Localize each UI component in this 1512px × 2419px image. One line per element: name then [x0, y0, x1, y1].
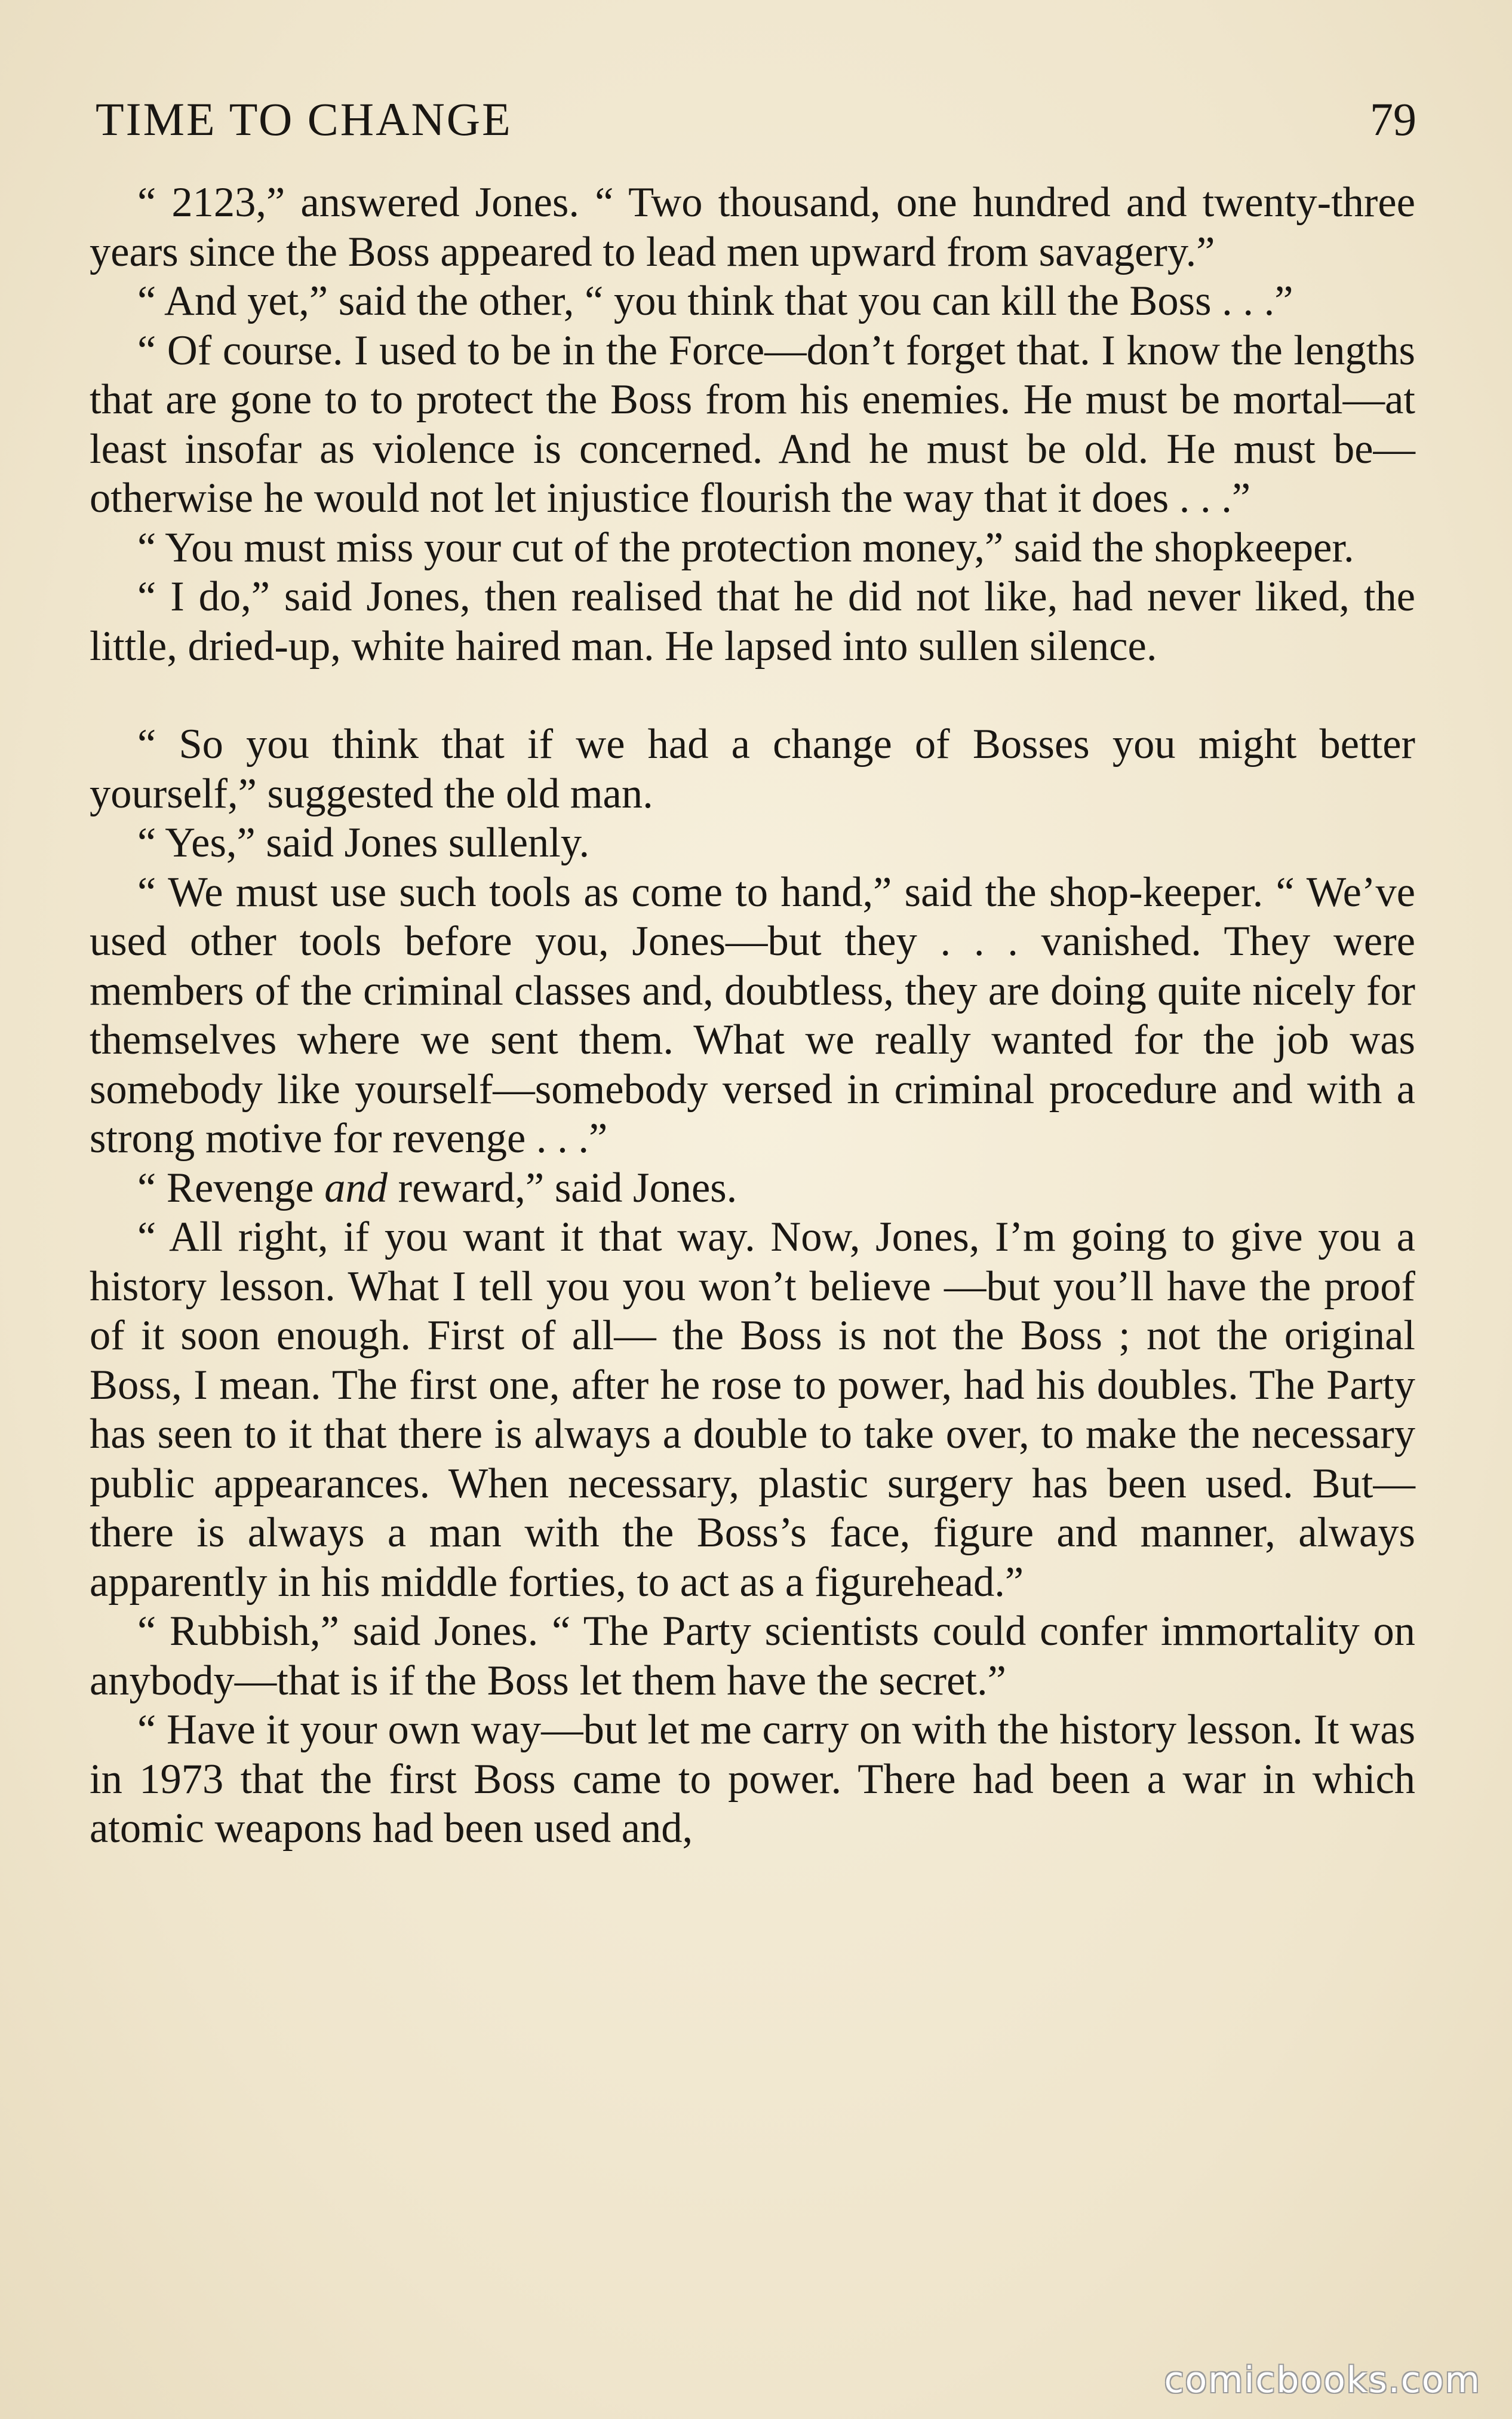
paragraph: “ Of course. I used to be in the Force—don’t forget that. I know the lengths that are gone to to protect the Boss from his enemies. He must be mortal—at least insofar as violence is concerned. And he must be old. He must be—otherwise he would not let injustice flourish the way that it does . . .”	[90, 327, 1415, 521]
paragraph: “ We must use such tools as come to hand,” said the shop-keeper. “ We’ve used other tools before you, Jones—but they . . . vanished. They were members of the criminal classes and, doubtless, they are doing quite nicely for themselves where we sent them. What we really wanted for the job was somebody like yourself—somebody versed in criminal procedure and with a strong motive for revenge . . .”	[90, 868, 1415, 1162]
paragraph: “ Have it your own way—but let me carry on with the history lesson. It was in 1973 that the first Boss came to power. There had been a war in which atomic weapons had been used and,	[90, 1706, 1415, 1852]
body-text	[90, 178, 1415, 1853]
paragraph-revenge	[90, 1164, 1415, 1213]
paragraph: “ All right, if you want it that way. Now, Jones, I’m going to give you a history lesson. What I tell you you won’t believe —but you’ll have the proof of it soon enough. First of all— the Boss is not the Boss ; not the original Boss, I mean. The first one, after he rose to power, had his doubles. The Party has seen to it that there is always a double to take over, to make the necessary public appearances. When necessary, plastic surgery has been used. But—there is always a man with the Boss’s face, figure and manner, always apparently in his middle forties, to act as a figurehead.”	[90, 1214, 1415, 1605]
page-number: 79	[1370, 93, 1416, 145]
paragraph: “ You must miss your cut of the protection money,” said the shopkeeper.	[137, 524, 1354, 571]
page-header	[96, 90, 1416, 149]
revenge-text-emphasis: and	[324, 1164, 388, 1211]
revenge-text-after: reward,” said Jones.	[387, 1164, 737, 1211]
paragraph: “ So you think that if we had a change of Bosses you might better yourself,” suggested the old man.	[90, 721, 1415, 817]
paragraph: “ 2123,” answered Jones. “ Two thousand, one hundred and twenty-three years since the Boss appeared to lead men upward from savagery.”	[90, 179, 1415, 275]
revenge-text-before: “ Revenge	[137, 1164, 325, 1211]
paragraph: “ And yet,” said the other, “ you think that you can kill the Boss . . .”	[137, 278, 1293, 324]
watermark: comicbooks.com	[1164, 2359, 1481, 2401]
paragraph: “ I do,” said Jones, then realised that he did not like, had never liked, the little, dried-up, white haired man. He lapsed into sullen silence.	[90, 573, 1415, 670]
running-title: TIME TO CHANGE	[96, 93, 512, 145]
paragraph: “ Yes,” said Jones sullenly.	[137, 819, 590, 866]
paragraph: “ Rubbish,” said Jones. “ The Party scientists could confer immortality on anybody—that is if the Boss let them have the secret.”	[90, 1608, 1415, 1704]
